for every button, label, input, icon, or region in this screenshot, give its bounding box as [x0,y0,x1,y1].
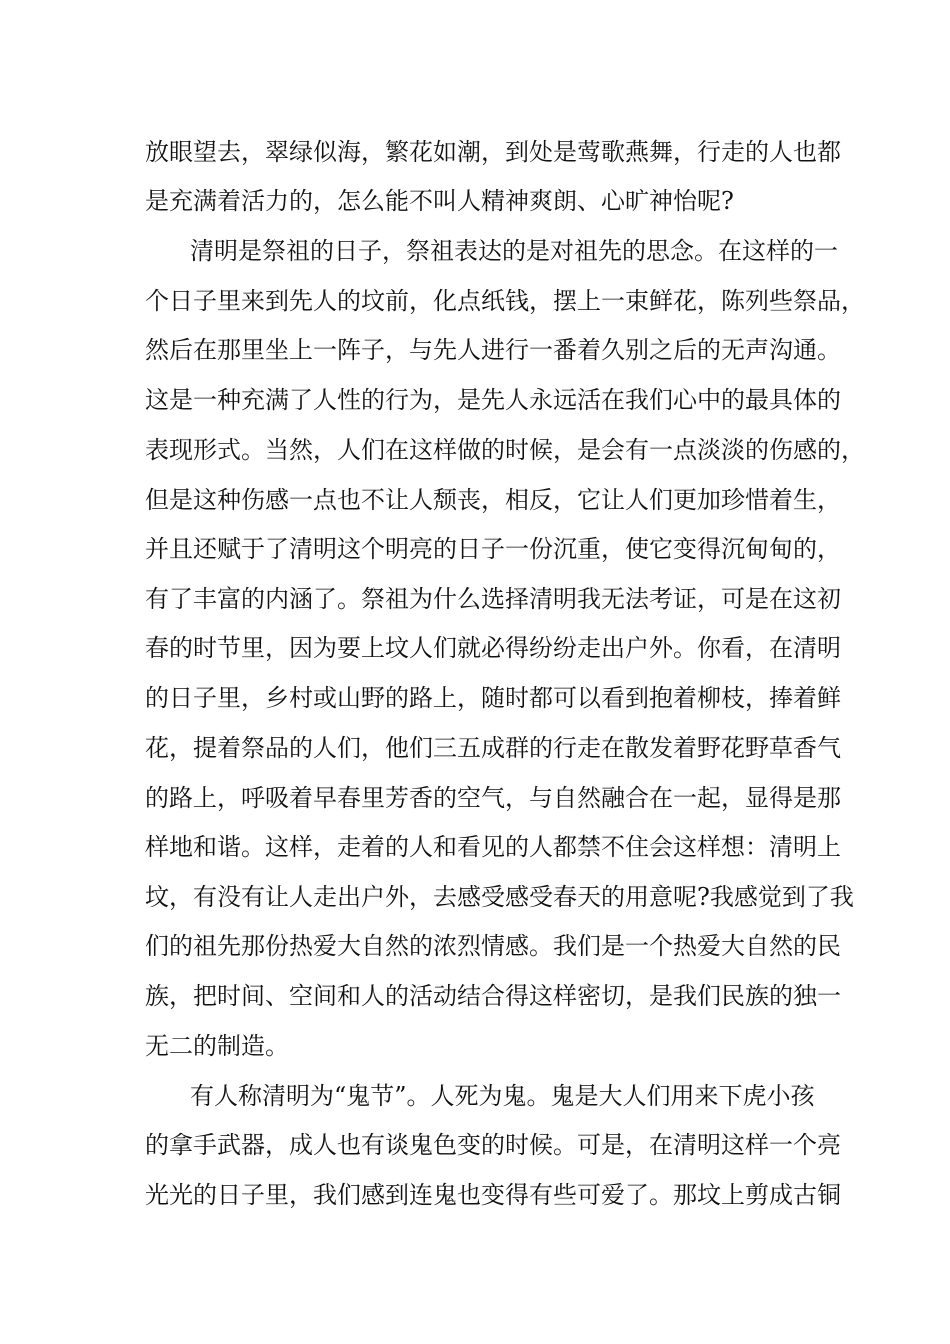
text-line: 花，提着祭品的人们，他们三五成群的行走在散发着野花野草香气 [145,734,841,762]
text-line: 族，把时间、空间和人的活动结合得这样密切，是我们民族的独一 [145,982,841,1010]
text-line: 的路上，呼吸着早春里芳香的空气，与自然融合在一起，显得是那 [145,784,841,812]
text-line: 光光的日子里，我们感到连鬼也变得有些可爱了。那坟上剪成古铜 [145,1181,841,1209]
text-line: 然后在那里坐上一阵子，与先人进行一番着久别之后的无声沟通。 [145,336,841,364]
text-line: 这是一种充满了人性的行为，是先人永远活在我们心中的最具体的 [145,386,841,414]
text-line: 无二的制造。 [145,1032,289,1060]
text-line: 是充满着活力的，怎么能不叫人精神爽朗、心旷神怡呢? [145,187,734,215]
text-line: 坟，有没有让人走出户外，去感受感受春天的用意呢?我感觉到了我 [145,883,854,911]
text-line: 表现形式。当然，人们在这样做的时候，是会有一点淡淡的伤感的， [145,436,865,464]
paragraph-start-line: 清明是祭祖的日子，祭祖表达的是对祖先的思念。在这样的一 [190,237,838,265]
text-line: 并且还赋于了清明这个明亮的日子一份沉重，使它变得沉甸甸的， [145,535,841,563]
text-line: 们的祖先那份热爱大自然的浓烈情感。我们是一个热爱大自然的民 [145,932,841,960]
text-line: 春的时节里，因为要上坟人们就必得纷纷走出户外。你看，在清明 [145,634,841,662]
text-line: 的日子里，乡村或山野的路上，随时都可以看到抱着柳枝，捧着鲜 [145,684,841,712]
text-line: 个日子里来到先人的坟前，化点纸钱，摆上一束鲜花，陈列些祭品， [145,287,865,315]
text-line: 的拿手武器，成人也有谈鬼色变的时候。可是，在清明这样一个亮 [145,1131,841,1159]
text-line: 但是这种伤感一点也不让人颓丧，相反，它让人们更加珍惜着生， [145,486,841,514]
text-line: 有了丰富的内涵了。祭祖为什么选择清明我无法考证，可是在这初 [145,585,841,613]
text-line: 放眼望去，翠绿似海，繁花如潮，到处是莺歌燕舞，行走的人也都 [145,138,841,166]
text-line: 样地和谐。这样，走着的人和看见的人都禁不住会这样想：清明上 [145,833,841,861]
paragraph-start-line: 有人称清明为“鬼节”。人死为鬼。鬼是大人们用来下虎小孩 [190,1082,815,1110]
